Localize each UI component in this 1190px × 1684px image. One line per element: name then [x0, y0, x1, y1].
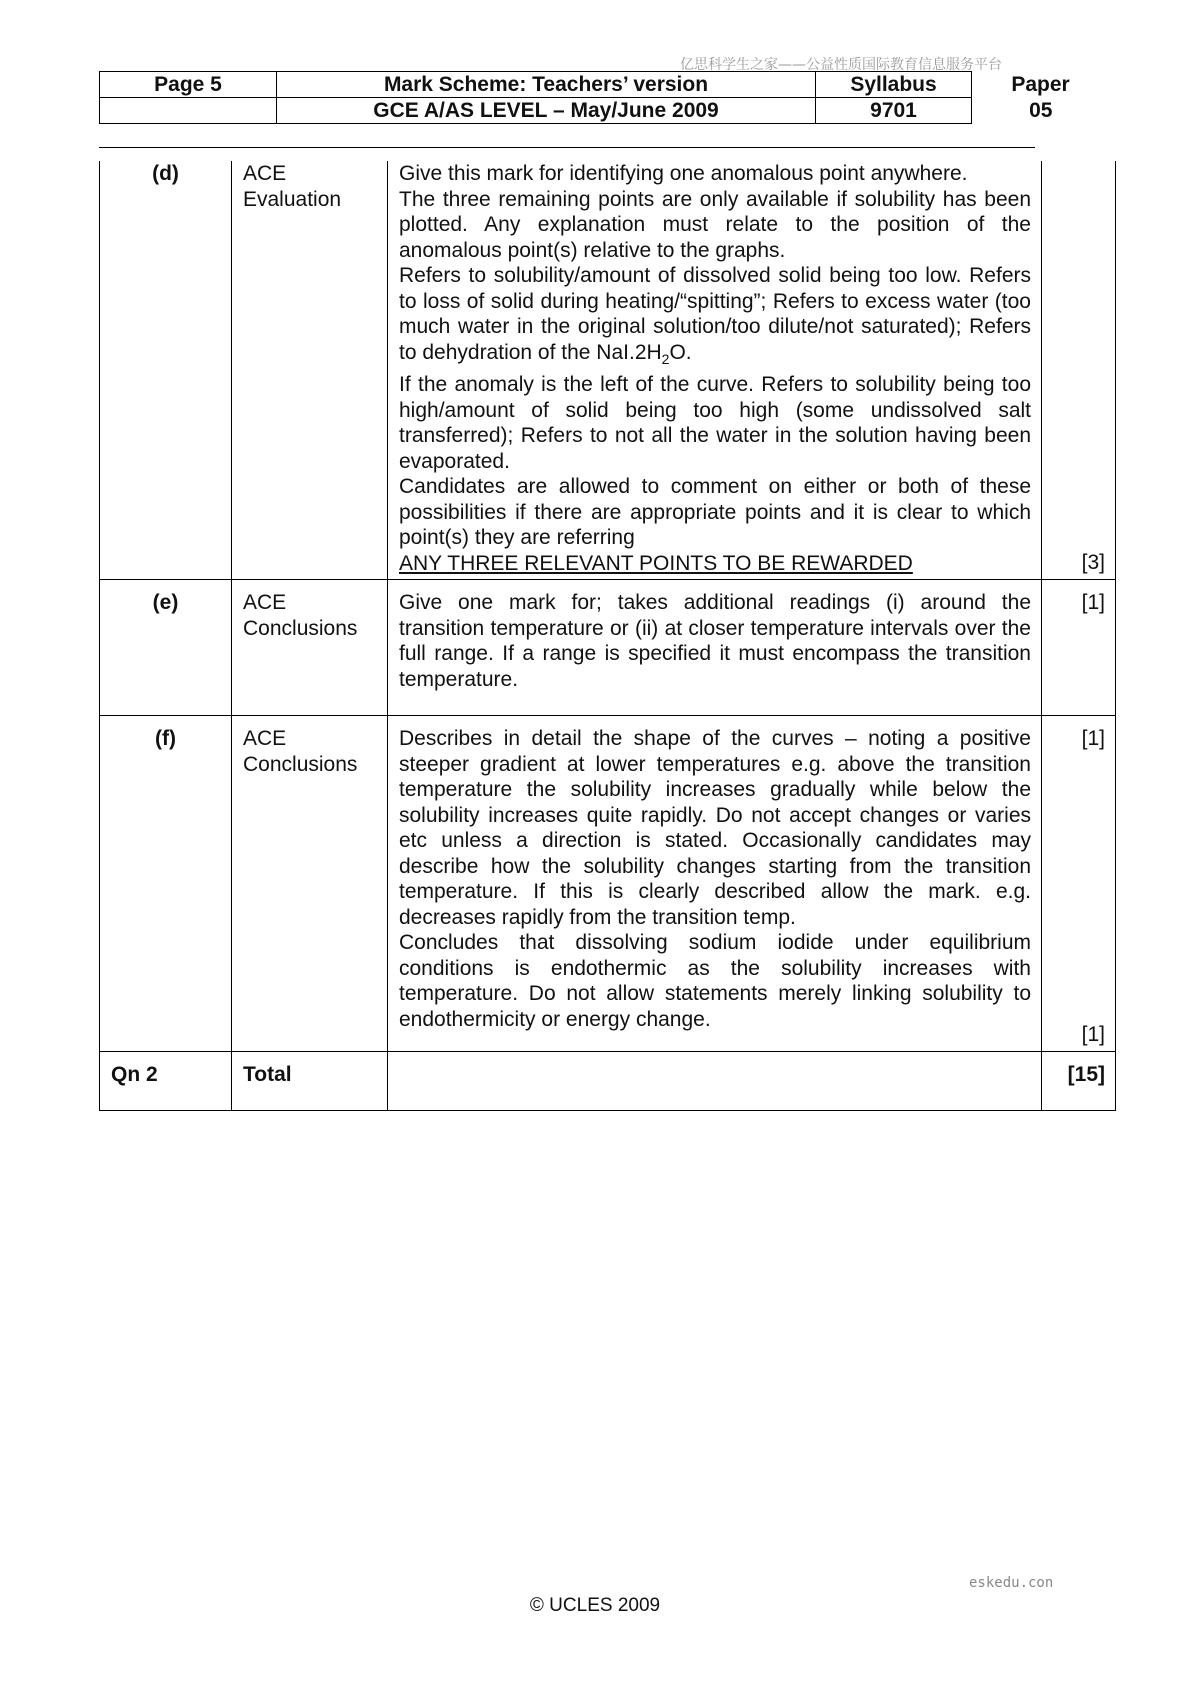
category-code: ACE [243, 162, 287, 185]
description-paragraph: Concludes that dissolving sodium iodide under equilibrium conditions is endothermic as the solubility increases with temperature. Do not allow statements merely linking solubility to endothermicity or energy change. [399, 931, 1031, 1031]
table-row [100, 161, 1116, 580]
description-cell [388, 716, 1042, 1052]
description-paragraph: The three remaining points are only available if solubility has been plotted. Any explanation must relate to the position of the anomalous point(s) relative to the graphs. [399, 187, 1031, 262]
header-empty-cell [100, 98, 277, 124]
mark-cell [1042, 161, 1116, 580]
question-total-label: Qn 2 [100, 1052, 232, 1111]
category-code: ACE [243, 727, 287, 750]
table-row [100, 580, 1116, 716]
site-watermark: eskedu.con [969, 1575, 1054, 1591]
description-cell [388, 161, 1042, 580]
table-row [100, 716, 1116, 1052]
mark-scheme-table [99, 161, 1116, 1111]
description-text: O. [669, 340, 692, 364]
description-text: Refers to solubility/amount of dissolved solid being too low. Refers to loss of solid during heating/“spitting”; Refers to excess water (too much water in the original solution/too dilute/not saturated); Refers to dehydration of the NaI.2H [399, 264, 1031, 364]
page-number: Page 5 [100, 72, 277, 98]
mark-value: [1] [1042, 580, 1116, 716]
category-cell [232, 580, 388, 716]
total-label: Total [232, 1052, 388, 1111]
description-paragraph: If the anomaly is the left of the curve. Refers to solubility being too high/amount of solid being too high (some undissolved salt transferred); Refers to not all the water in the solution having been evaporated. [399, 373, 1031, 473]
description-paragraph [399, 263, 1031, 372]
document-title: Mark Scheme: Teachers’ version [277, 72, 816, 98]
category-name: Conclusions [243, 752, 358, 776]
mark-cell [1042, 716, 1116, 1052]
question-label: (e) [100, 580, 232, 716]
document-subtitle: GCE A/AS LEVEL – May/June 2009 [277, 98, 816, 124]
category-name: Evaluation [243, 187, 342, 211]
total-mark: [15] [1042, 1052, 1116, 1111]
category-cell [232, 161, 388, 580]
mark-value: [1] [1081, 727, 1105, 750]
header-divider [99, 147, 1035, 148]
paper-label: Paper [1011, 72, 1070, 96]
subscript: 2 [661, 350, 670, 367]
page-header [99, 71, 1110, 124]
description-paragraph: Give one mark for; takes additional readings (i) around the transition temperature or (ii) at closer temperature intervals over the full range. If a range is specified it must encompass the transition temperature. [399, 591, 1031, 691]
watermark-text: 亿思科学生之家——公益性质国际教育信息服务平台 [680, 57, 1002, 73]
question-label: (d) [100, 161, 232, 580]
description-cell [388, 580, 1042, 716]
mark-value: [1] [1081, 1022, 1105, 1046]
description-paragraph: Give this mark for identifying one anomalous point anywhere. [399, 162, 968, 185]
category-code: ACE [243, 591, 287, 614]
category-name: Conclusions [243, 616, 358, 640]
copyright-footer: © UCLES 2009 [529, 1595, 661, 1616]
description-paragraph: Describes in detail the shape of the curves – noting a positive steeper gradient at lower temperatures e.g. above the transition temperature the solubility increases gradually while below the solubility increases quite rapidly. Do not accept changes or varies etc unless a direction is stated. Occasionally candidates may describe how the solubility changes starting from the transition temperature. If this is clearly described allow the mark. e.g. decreases rapidly from the transition temp. [399, 727, 1031, 929]
total-row [100, 1052, 1116, 1111]
description-paragraph-underlined: ANY THREE RELEVANT POINTS TO BE REWARDED [399, 551, 913, 575]
description-paragraph: Candidates are allowed to comment on either or both of these possibilities if there are appropriate points and it is clear to which point(s) they are referring [399, 475, 1031, 550]
mark-value: [3] [1081, 550, 1105, 574]
syllabus-code: 9701 [816, 98, 972, 124]
category-cell [232, 716, 388, 1052]
question-label: (f) [100, 716, 232, 1052]
paper-number: 05 [1029, 98, 1053, 122]
syllabus-label: Syllabus [816, 72, 972, 98]
total-description-empty [388, 1052, 1042, 1111]
